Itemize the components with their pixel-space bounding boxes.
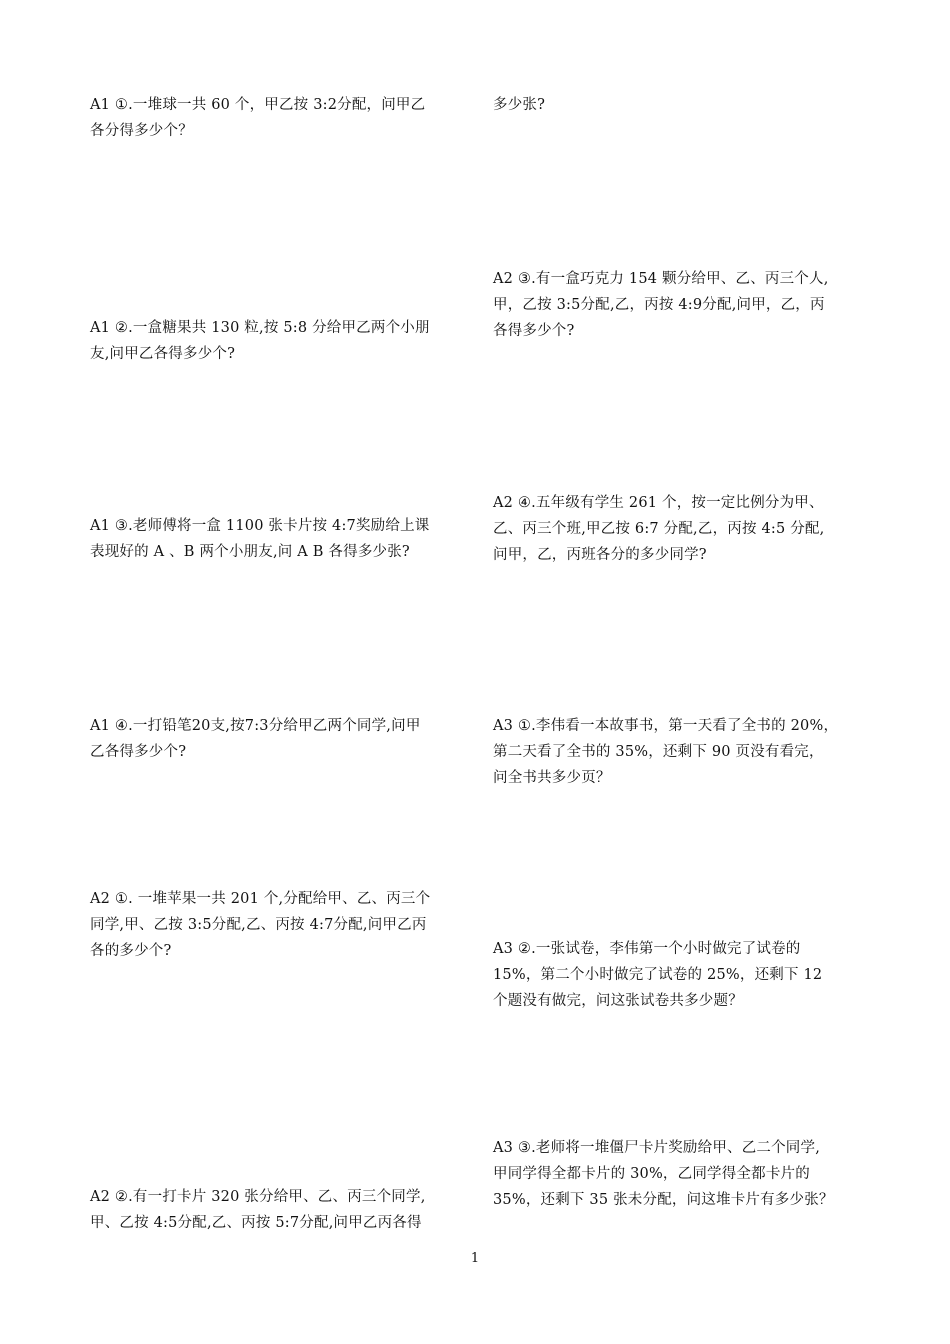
problem-a1-1: [90, 92, 425, 144]
problem-line: A3 ②.一张试卷，李伟第一个小时做完了试卷的: [493, 941, 801, 957]
problem-line: 乙、丙三个班,甲乙按 6:7 分配,乙，丙按 4:5 分配,: [493, 521, 825, 537]
problem-line: 问全书共多少页？: [493, 770, 611, 786]
problem-line: 甲同学得全都卡片的 30%，乙同学得全都卡片的: [493, 1166, 810, 1182]
problem-line: 15%，第二个小时做完了试卷的 25%，还剩下 12: [493, 967, 823, 983]
problem-a2-3: [493, 266, 829, 344]
problem-line: 各的多少个?: [90, 943, 172, 959]
problem-a2-2: [90, 1184, 426, 1236]
problem-line: A1 ②.一盒糖果共 130 粒,按 5:8 分给甲乙两个小朋: [90, 320, 430, 336]
problem-line: A3 ①.李伟看一本故事书，第一天看了全书的 20%，: [493, 718, 839, 734]
problem-line: 同学,甲、乙按 3:5分配,乙、丙按 4:7分配,问甲乙丙: [90, 917, 427, 933]
problem-a1-3: [90, 513, 429, 565]
problem-a1-4: [90, 713, 421, 765]
problem-line: 甲、乙按 4:5分配,乙、丙按 5:7分配,问甲乙丙各得: [90, 1215, 422, 1231]
problem-line: A2 ③.有一盒巧克力 154 颗分给甲、乙、丙三个人,: [493, 271, 829, 287]
problem-line: 多少张?: [493, 97, 546, 113]
problem-line: A1 ④.一打铅笔20支,按7:3分给甲乙两个同学,问甲: [90, 718, 421, 734]
problem-a1-2: [90, 315, 430, 367]
problem-line: 35%，还剩下 35 张未分配，问这堆卡片有多少张？: [493, 1192, 834, 1208]
problem-a3-1: [493, 713, 838, 791]
problem-line: A1 ③.老师傅将一盒 1100 张卡片按 4:7奖励给上课: [90, 518, 430, 534]
problem-a2-4: [493, 490, 824, 568]
problem-line: 乙各得多少个?: [90, 744, 187, 760]
problem-line: 甲，乙按 3:5分配,乙，丙按 4:9分配,问甲，乙，丙: [493, 297, 825, 313]
problem-line: A1 ①.一堆球一共 60 个，甲乙按 3:2分配，问甲乙: [90, 97, 426, 113]
problem-line: 个题没有做完，问这张试卷共多少题？: [493, 993, 743, 1009]
problem-line: 各得多少个?: [493, 323, 575, 339]
problem-line: A2 ④.五年级有学生 261 个，按一定比例分为甲、: [493, 495, 824, 511]
problem-a3-2: [493, 936, 822, 1014]
problem-line: 问甲，乙，丙班各分的多少同学?: [493, 547, 707, 563]
problem-line: A2 ①. 一堆苹果一共 201 个,分配给甲、乙、丙三个: [90, 891, 431, 907]
problem-a3-3: [493, 1135, 834, 1213]
problem-line: 第二天看了全书的 35%，还剩下 90 页没有看完，: [493, 744, 824, 760]
problem-a2-2-continued: [493, 92, 545, 118]
page-number: 1: [470, 1251, 480, 1266]
problem-line: 表现好的 A 、B 两个小朋友,问 A B 各得多少张?: [90, 544, 410, 560]
problem-a2-1: [90, 886, 430, 964]
problem-line: 友,问甲乙各得多少个?: [90, 346, 236, 362]
problem-line: 各分得多少个？: [90, 123, 193, 139]
problem-line: A3 ③.老师将一堆僵尸卡片奖励给甲、乙二个同学,: [493, 1140, 821, 1156]
problem-line: A2 ②.有一打卡片 320 张分给甲、乙、丙三个同学,: [90, 1189, 426, 1205]
